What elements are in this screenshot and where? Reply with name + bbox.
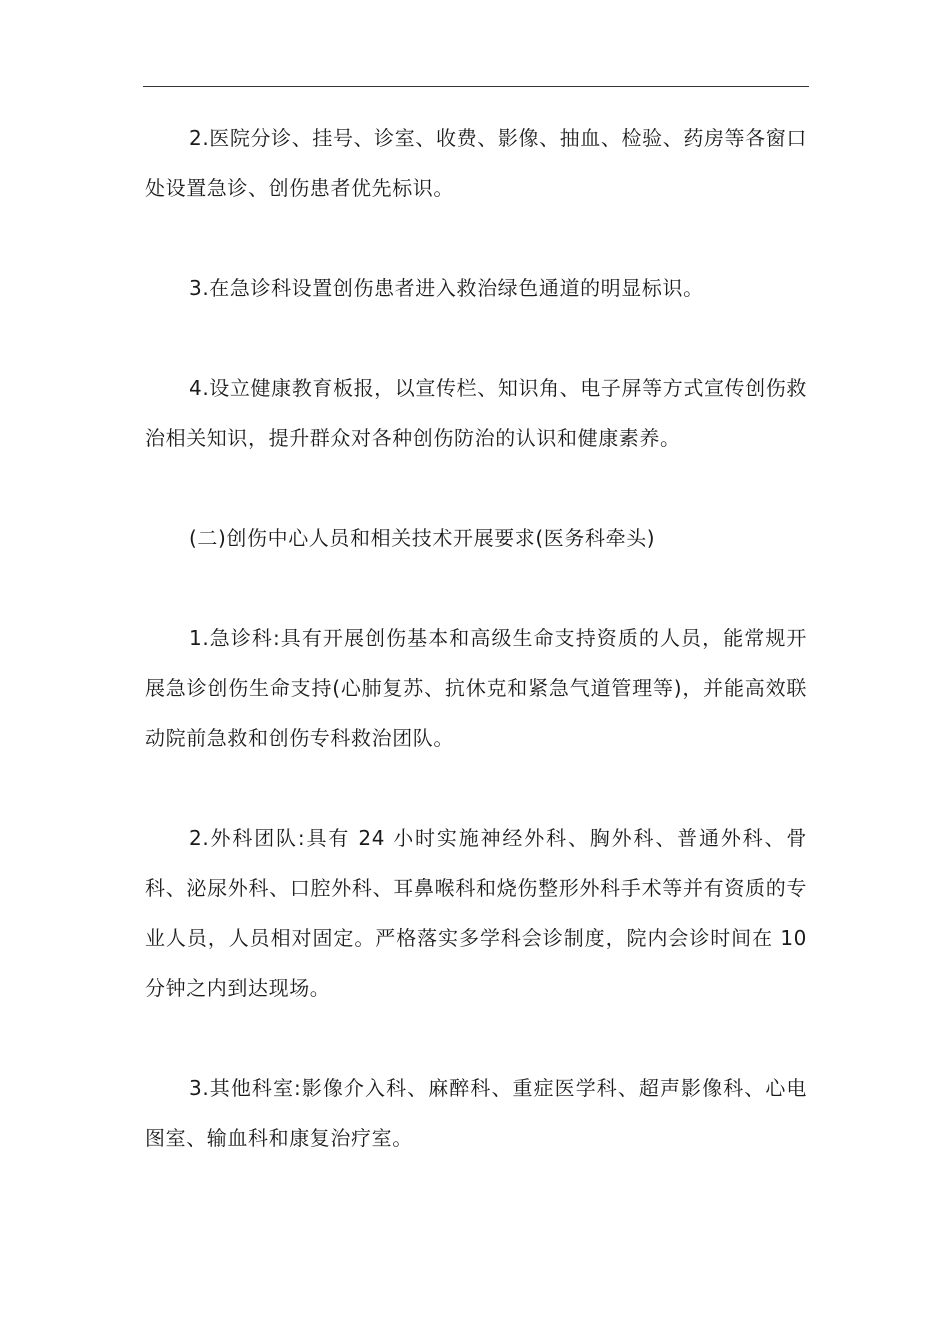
paragraph-surgical-team: 2.外科团队:具有 24 小时实施神经外科、胸外科、普通外科、骨科、泌尿外科、口腔外科、耳鼻喉科和烧伤整形外科手术等并有资质的专业人员，人员相对固定。严格落实多学科会诊制度，院内会诊时间在 10 分钟之内到达现场。 <box>145 826 807 1000</box>
document-body <box>145 113 807 1163</box>
paragraph-emergency-department: 1.急诊科:具有开展创伤基本和高级生命支持资质的人员，能常规开展急诊创伤生命支持(心肺复苏、抗休克和紧急气道管理等)，并能高效联动院前急救和创伤专科救治团队。 <box>145 626 807 750</box>
paragraph-health-education: 4.设立健康教育板报，以宣传栏、知识角、电子屏等方式宣传创伤救治相关知识，提升群众对各种创伤防治的认识和健康素养。 <box>145 376 807 450</box>
paragraph-window-priority-signs: 2.医院分诊、挂号、诊室、收费、影像、抽血、检验、药房等各窗口处设置急诊、创伤患者优先标识。 <box>145 126 807 200</box>
header-divider <box>143 86 809 87</box>
paragraph-green-channel-sign: 3.在急诊科设置创伤患者进入救治绿色通道的明显标识。 <box>189 276 704 300</box>
paragraph-other-departments: 3.其他科室:影像介入科、麻醉科、重症医学科、超声影像科、心电图室、输血科和康复治疗室。 <box>145 1076 807 1150</box>
section-heading-staff-requirements: (二)创伤中心人员和相关技术开展要求(医务科牵头) <box>189 526 656 550</box>
